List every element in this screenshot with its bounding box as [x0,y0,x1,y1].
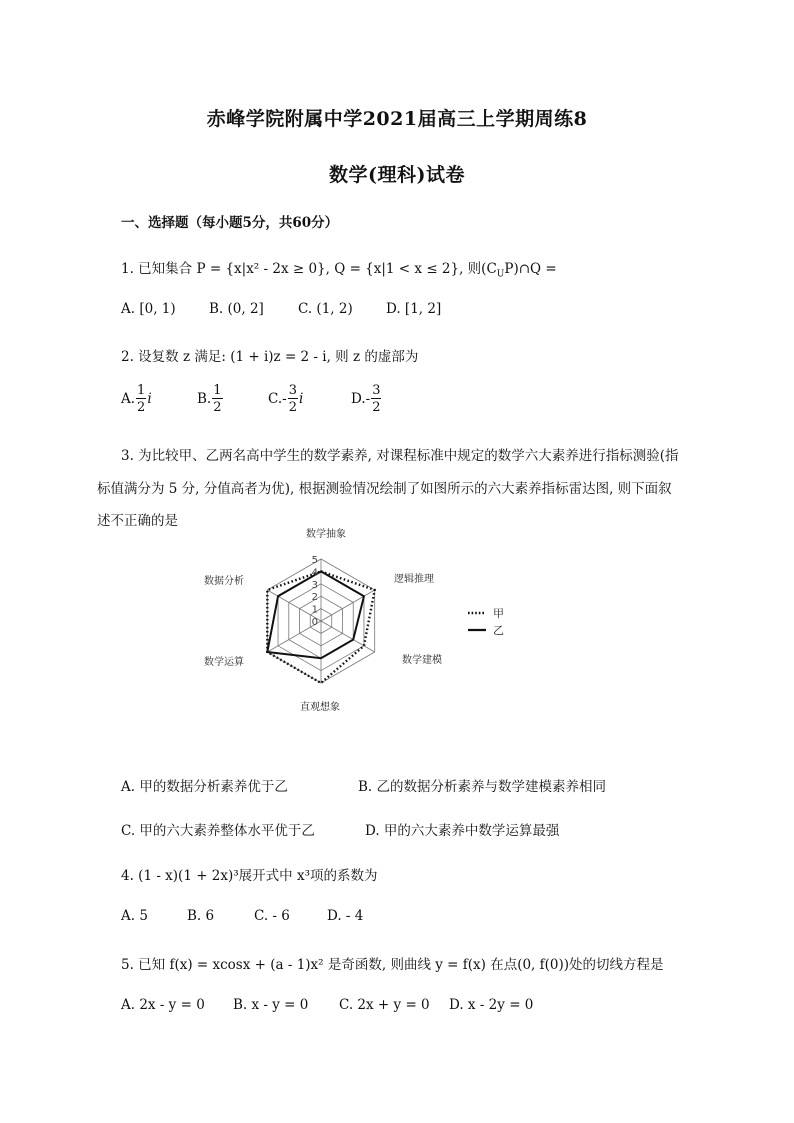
fraction-denominator: 2 [288,400,297,415]
question-3-line-3: 述不正确的是 [97,513,178,529]
question-5-option-d: D. x - 2y = 0 [449,997,534,1013]
question-1-tail: P)∩Q = [504,261,557,277]
legend-label: 乙 [493,624,504,637]
tick-label: 3 [311,579,318,591]
question-1-text: 1. 已知集合 P = {x|x² - 2x ≥ 0}, Q = {x|1 < x ≤ 2}, 则(C [121,261,497,277]
option-label: C. [268,391,283,407]
fraction-numerator: 3 [372,383,381,398]
question-1-option-b: B. (0, 2] [209,301,264,317]
question-3-option-d: D. 甲的六大素养中数学运算最强 [365,823,560,839]
question-5-option-c: C. 2x + y = 0 [339,997,430,1013]
question-1-option-c: C. (1, 2) [298,301,353,317]
question-4-option-d: D. - 4 [327,908,364,924]
axis-line [321,590,375,621]
option-label: D. [351,391,366,407]
question-3-option-b: B. 乙的数据分析素养与数学建模素养相同 [358,779,607,795]
question-5-option-a: A. 2x - y = 0 [121,997,205,1013]
option-suffix: i [298,391,304,407]
tick-label: 0 [311,617,318,628]
question-4-option-a: A. 5 [121,908,148,924]
fraction-numerator: 3 [288,383,297,398]
axis-label: 逻辑推理 [394,574,434,585]
tick-label: 1 [311,604,318,616]
exam-subtitle: 数学(理科)试卷 [329,164,465,186]
axis-label: 数学建模 [402,655,442,666]
question-5-text: 5. 已知 f(x) = xcosx + (a - 1)x² 是奇函数, 则曲线 y = f(x) 在点(0, f(0))处的切线方程是 [121,957,664,973]
fraction-denominator: 2 [372,400,381,415]
option-suffix: i [147,391,152,407]
legend-label: 甲 [493,607,504,620]
option-sign: - [365,391,371,407]
fraction-denominator: 2 [137,400,146,415]
option-label: B. [197,391,212,407]
radar-legend [468,607,504,637]
question-3-option-c: C. 甲的六大素养整体水平优于乙 [121,823,315,839]
axis-label: 数学抽象 [306,529,346,540]
question-4-option-c: C. - 6 [254,908,290,924]
option-sign: - [282,391,287,407]
axis-label: 数据分析 [204,576,244,587]
question-3-option-a: A. 甲的数据分析素养优于乙 [121,779,288,795]
radar-ticks [312,555,318,628]
question-2-text: 2. 设复数 z 满足: (1 + i)z = 2 - i, 则 z 的虚部为 [121,349,419,365]
fraction-denominator: 2 [213,400,222,415]
question-3-line-1: 3. 为比较甲、乙两名高中学生的数学素养, 对课程标准中规定的数学六大素养进行指标测验(指 [121,448,679,464]
tick-label: 5 [311,555,318,566]
axis-label: 直观想象 [300,702,340,713]
axis-label: 数学运算 [204,657,244,668]
question-3-line-2: 标值满分为 5 分, 分值高者为优), 根据测验情况绘制了如图所示的六大素养指标雷达图, 则下面叙 [97,481,672,497]
question-1-option-a: A. [0, 1) [121,301,176,317]
fraction-numerator: 1 [137,383,146,398]
question-1-option-d: D. [1, 2] [386,301,442,317]
question-5-option-b: B. x - y = 0 [233,997,309,1013]
question-4-text: 4. (1 - x)(1 + 2x)³展开式中 x³项的系数为 [121,868,378,884]
question-1-subscript: U [496,269,505,280]
fraction-numerator: 1 [213,383,222,398]
option-label: A. [121,391,136,407]
exam-title: 赤峰学院附属中学2021届高三上学期周练8 [206,108,588,130]
section-heading: 一、选择题（每小题5分，共60分） [121,215,339,231]
tick-label: 2 [311,592,318,604]
question-4-option-b: B. 6 [187,908,215,924]
tick-label: 4 [311,567,318,579]
